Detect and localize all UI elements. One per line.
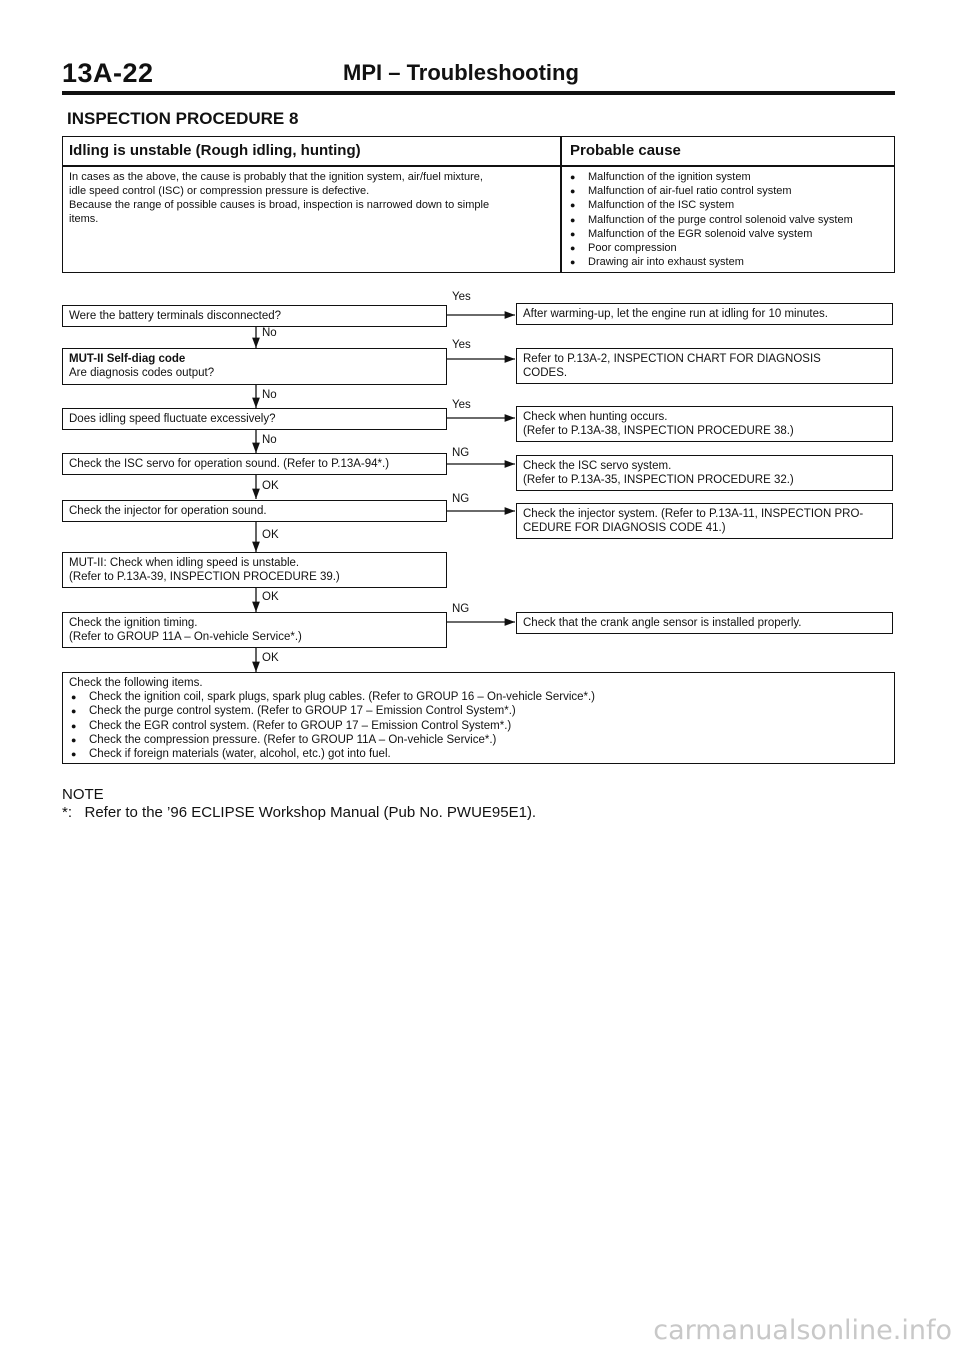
down-label: No [262,327,277,339]
result-text: Check the ISC servo system. [523,460,672,472]
result-hunting [516,406,893,442]
decision-text: Are diagnosis codes output? [69,367,215,379]
note-title: NOTE [62,786,104,803]
branch-label: NG [452,493,470,505]
watermark: carmanualsonline.info [653,1315,952,1346]
check-isc-servo [62,453,447,475]
cause-item: ● Malfunction of the ignition system [568,170,890,184]
result-crank-sensor [516,612,893,634]
symptom-heading: Idling is unstable (Rough idling, hunting) [69,142,361,159]
description-line: idle speed control (ISC) or compression pressure is defective. [69,185,370,197]
final-check-items [62,672,895,764]
check-ignition-timing [62,612,447,648]
decision-idle-fluctuate [62,408,447,430]
page-number: 13A-22 [62,58,154,88]
down-label: No [262,389,277,401]
decision-self-diag [62,348,447,385]
section-title: MPI – Troubleshooting [343,60,579,85]
final-item: ● Check if foreign materials (water, alcohol, etc.) got into fuel. [69,747,888,761]
decision-text: Were the battery terminals disconnected? [69,310,282,322]
result-text: Check that the crank angle sensor is installed properly. [523,617,802,629]
branch-label: NG [452,447,470,459]
check-text: Check the injector for operation sound. [69,505,267,517]
result-isc-system [516,455,893,491]
final-item-list [69,690,888,761]
down-label: OK [262,652,279,664]
branch-label: NG [452,603,470,615]
check-text: Check the ignition timing. [69,617,198,629]
result-text: (Refer to P.13A-38, INSPECTION PROCEDURE 38.) [523,425,794,437]
check-text: Check the ISC servo for operation sound. (Refer to P.13A-94*.) [69,458,390,470]
result-diag-chart [516,348,893,384]
cause-item: ● Poor compression [568,241,890,255]
description-line: items. [69,213,99,225]
branch-label: Yes [452,399,471,411]
final-item: ● Check the EGR control system. (Refer to GROUP 17 – Emission Control System*.) [69,719,888,733]
final-item: ● Check the ignition coil, spark plugs, spark plug cables. (Refer to GROUP 16 – On-vehicle Service*.) [69,690,888,704]
result-text: Check when hunting occurs. [523,411,668,423]
check-text: (Refer to GROUP 11A – On-vehicle Service*.) [69,631,302,643]
result-text: Check the injector system. (Refer to P.13A-11, INSPECTION PRO- [523,508,864,520]
branch-label: Yes [452,291,471,303]
down-label: OK [262,591,279,603]
description-line: In cases as the above, the cause is probably that the ignition system, air/fuel mixture, [69,171,483,183]
check-mut-unstable [62,552,447,588]
check-injector [62,500,447,522]
check-text: (Refer to P.13A-39, INSPECTION PROCEDURE 39.) [69,571,340,583]
result-text: After warming-up, let the engine run at idling for 10 minutes. [523,308,828,320]
check-text: MUT-II: Check when idling speed is unstable. [69,557,300,569]
down-label: OK [262,529,279,541]
result-text: CEDURE FOR DIAGNOSIS CODE 41.) [523,522,726,534]
final-heading: Check the following items. [69,677,203,689]
final-item: ● Check the purge control system. (Refer to GROUP 17 – Emission Control System*.) [69,704,888,718]
note-text: *: Refer to the ’96 ECLIPSE Workshop Manual (Pub No. PWUE95E1). [62,804,537,821]
description-line: Because the range of possible causes is broad, inspection is narrowed down to simple [69,199,490,211]
branch-label: Yes [452,339,471,351]
procedure-title: INSPECTION PROCEDURE 8 [67,109,299,128]
cause-item: ● Malfunction of the EGR solenoid valve system [568,227,890,241]
decision-text: Does idling speed fluctuate excessively? [69,413,276,425]
down-label: OK [262,480,279,492]
cause-item: ● Malfunction of air-fuel ratio control system [568,184,890,198]
result-text: CODES. [523,367,568,379]
cause-item: ● Malfunction of the ISC system [568,198,890,212]
cause-item: ● Malfunction of the purge control solenoid valve system [568,213,890,227]
result-injector-system [516,503,893,539]
result-warm-up [516,303,893,325]
result-text: Refer to P.13A-2, INSPECTION CHART FOR DIAGNOSIS [523,353,821,365]
decision-text: MUT-II Self-diag code [69,353,186,365]
result-text: (Refer to P.13A-35, INSPECTION PROCEDURE 32.) [523,474,794,486]
final-item: ● Check the compression pressure. (Refer to GROUP 11A – On-vehicle Service*.) [69,733,888,747]
decision-battery [62,305,447,327]
cause-item: ● Drawing air into exhaust system [568,255,890,269]
cause-heading: Probable cause [570,142,681,159]
down-label: No [262,434,277,446]
